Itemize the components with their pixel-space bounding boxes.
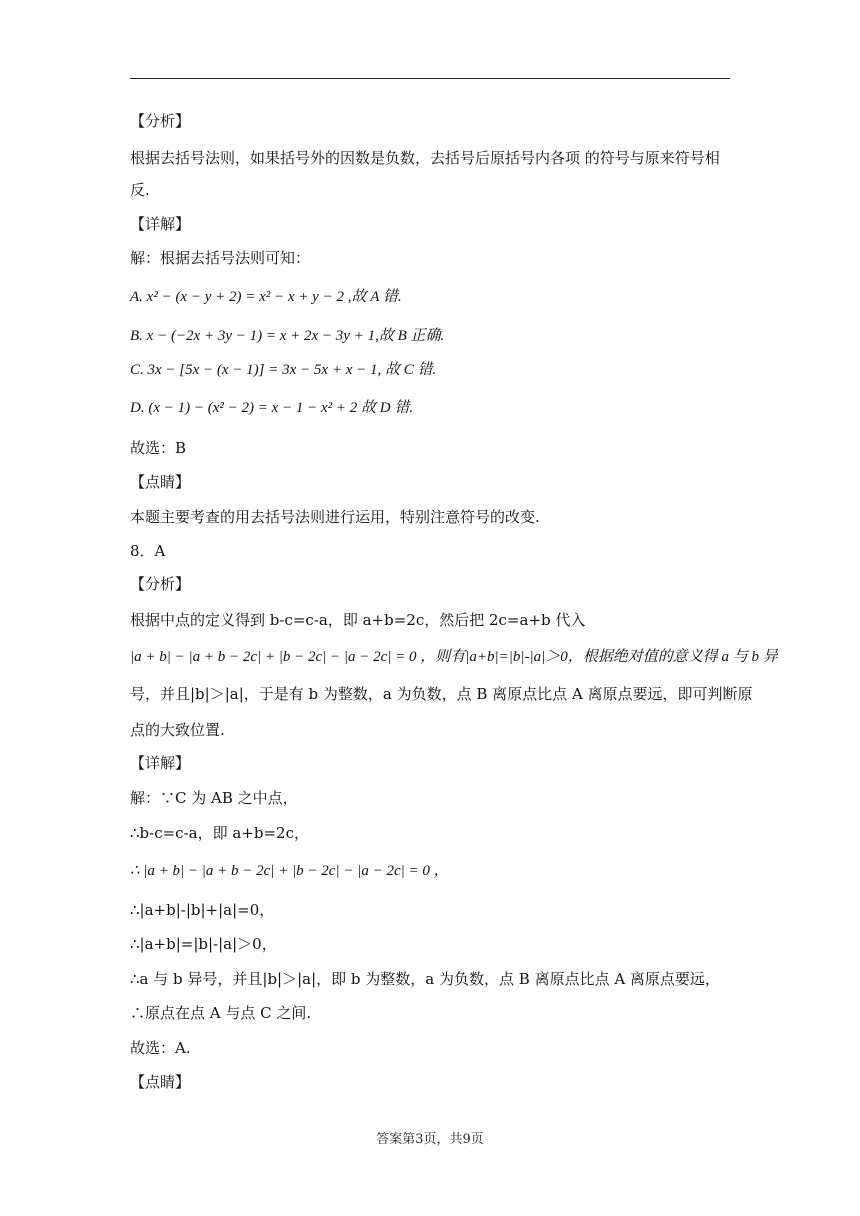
solution-step-7: ∴原点在点 A 与点 C 之间. [130,1004,312,1022]
header-rule [130,78,730,79]
page-footer: 答案第3页，共9页 [376,1132,484,1147]
solution-step-1: 解：∵C 为 AB 之中点， [130,789,298,807]
solution-step-3: ∴ |a + b| − |a + b − 2c| + |b − 2c| − |a − 2c| = 0 ， [130,863,449,879]
analysis-text-cont: 反. [130,181,150,199]
section-heading-analysis: 【分析】 [130,112,191,130]
option-c-equation: C. 3x − [5x − (x − 1)] = 3x − 5x + x − 1, 故 C 错. [130,362,437,378]
analysis-equation: |a + b| − |a + b − 2c| + |b − 2c| − |a − 2c| = 0 ，则有|a+b|=|b|-|a|＞0，根据绝对值的意义得 a 与 b 异 [130,649,778,665]
solution-step-6: ∴a 与 b 异号，并且|b|＞|a|，即 b 为整数，a 为负数，点 B 离原点比点 A 离原点要远， [130,970,720,988]
answer-choice-2: 故选：A. [130,1039,191,1057]
comment-text: 本题主要考查的用去括号法则进行运用，特别注意符号的改变. [130,508,540,526]
analysis-text: 根据去括号法则，如果括号外的因数是负数，去括号后原括号内各项 的符号与原来符号相 [130,149,720,167]
option-d-equation: D. (x − 1) − (x² − 2) = x − 1 − x² + 2 故 D 错. [130,400,414,416]
analysis-text-2-end: 点的大致位置. [130,721,225,739]
option-b-equation: B. x − (−2x + 3y − 1) = x + 2x − 3y + 1,故 B 正确. [130,328,445,344]
solution-step-2: ∴b-c=c-a，即 a+b=2c， [130,824,309,842]
solution-step-4: ∴|a+b|-|b|+|a|=0， [130,901,275,919]
section-heading-comment: 【点睛】 [130,473,191,491]
question-number: 8．A [130,542,166,560]
analysis-text-2: 根据中点的定义得到 b-c=c-a，即 a+b=2c，然后把 2c=a+b 代入 [130,611,586,629]
option-a-equation: A. x² − (x − y + 2) = x² − x + y − 2 ,故 A 错. [130,289,402,305]
section-heading-detail: 【详解】 [130,215,191,233]
section-heading-comment-2: 【点睛】 [130,1073,191,1091]
section-heading-analysis-2: 【分析】 [130,575,191,593]
section-heading-detail-2: 【详解】 [130,754,191,772]
solution-intro: 解：根据去括号法则可知： [130,249,311,267]
solution-step-5: ∴|a+b|=|b|-|a|＞0， [130,935,277,953]
analysis-text-2-cont: 号，并且|b|＞|a|，于是有 b 为整数，a 为负数，点 B 离原点比点 A 离原点要远，即可判断原 [130,685,753,703]
answer-choice: 故选：B [130,439,187,457]
